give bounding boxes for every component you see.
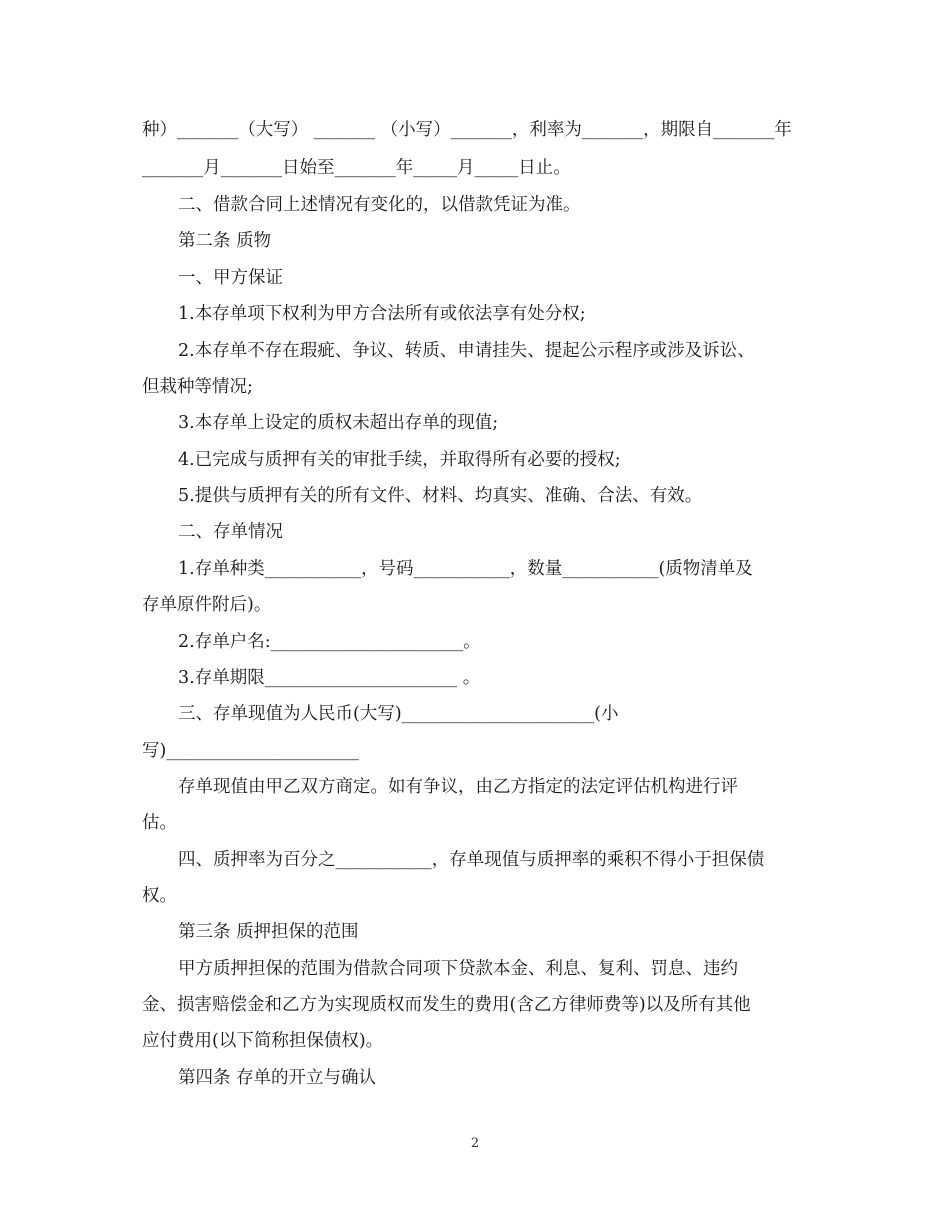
text-line: 种）_______（大写） _______ （小写）_______，利率为_______，期限自_______年 [142, 120, 792, 140]
section-heading: 第三条 质押担保的范围 [178, 922, 359, 942]
page-number: 2 [470, 1136, 480, 1151]
section-heading: 第四条 存单的开立与确认 [178, 1068, 377, 1088]
list-item: 4.已完成与质押有关的审批手续，并取得所有必要的授权; [178, 450, 621, 470]
text-line: 估。 [142, 813, 177, 833]
text-line: 甲方质押担保的范围为借款合同项下贷款本金、利息、复利、罚息、违约 [178, 959, 738, 979]
text-line: 三、存单现值为人民币(大写)______________________(小 [178, 704, 619, 724]
list-item: 1.存单种类___________，号码___________，数量___________(质物清单及 [178, 559, 753, 579]
text-line: 四、质押率为百分之___________，存单现值与质押率的乘积不得小于担保债 [178, 850, 765, 870]
text-line: 存单原件附后)。 [142, 595, 272, 615]
text-line: 但栽种等情况; [142, 377, 253, 397]
section-heading: 第二条 质物 [178, 231, 272, 251]
text-line: _______月_______日始至_______年_____月_____日止。 [142, 158, 571, 178]
list-item: 1.本存单项下权利为甲方合法所有或依法享有处分权; [178, 304, 586, 324]
text-line: 二、借款合同上述情况有变化的，以借款凭证为准。 [178, 195, 581, 215]
text-line: 存单现值由甲乙双方商定。如有争议，由乙方指定的法定评估机构进行评 [178, 777, 738, 797]
text-line: 写)______________________ [142, 741, 359, 761]
text-line: 一、甲方保证 [178, 268, 283, 288]
text-line: 应付费用(以下简称担保债权)。 [142, 1031, 384, 1051]
text-line: 二、存单情况 [178, 522, 283, 542]
list-item: 2.本存单不存在瑕疵、争议、转质、申请挂失、提起公示程序或涉及诉讼、 [178, 341, 755, 361]
text-line: 金、损害赔偿金和乙方为实现质权而发生的费用(含乙方律师费等)以及所有其他 [142, 995, 751, 1015]
list-item: 3.存单期限______________________ 。 [178, 668, 481, 688]
text-line: 权。 [142, 886, 177, 906]
list-item: 5.提供与质押有关的所有文件、材料、均真实、准确、合法、有效。 [178, 486, 703, 506]
list-item: 3.本存单上设定的质权未超出存单的现值; [178, 413, 499, 433]
list-item: 2.存单户名:______________________。 [178, 632, 481, 652]
